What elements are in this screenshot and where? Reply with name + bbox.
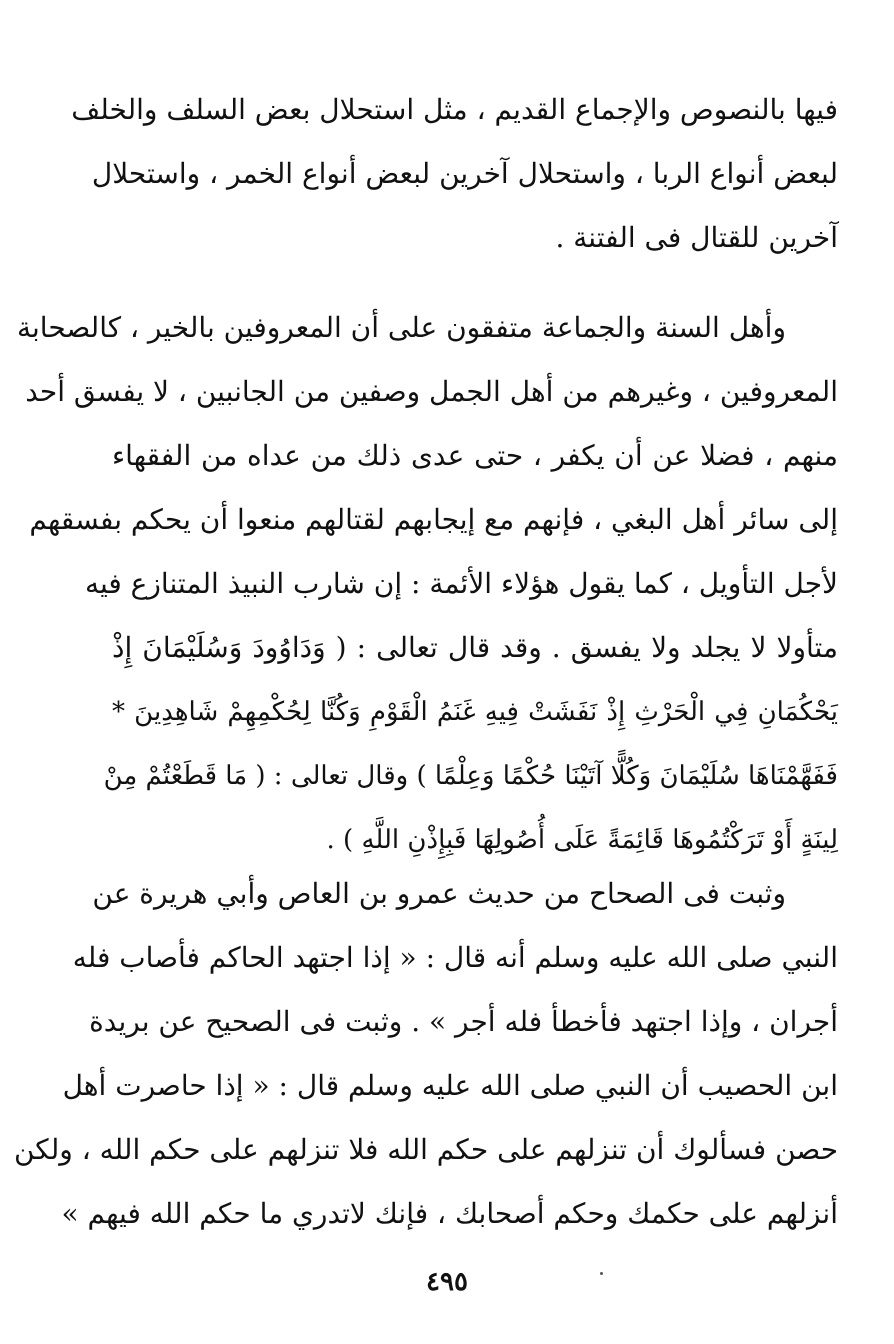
text-line: متأولا لا يجلد ولا يفسق . وقد قال تعالى : ( وَدَاوُودَ وَسُلَيْمَانَ إِذْ <box>112 631 838 664</box>
text-line: لبعض أنواع الربا ، واستحلال آخرين لبعض أنواع الخمر ، واستحلال <box>91 157 838 190</box>
text-line: إلى سائر أهل البغي ، فإنهم مع إيجابهم لقتالهم منعوا أن يحكم بفسقهم <box>29 503 838 536</box>
scan-speck <box>600 1272 603 1275</box>
text-line: حصن فسألوك أن تنزلهم على حكم الله فلا تنزلهم على حكم الله ، ولكن <box>13 1133 838 1166</box>
paragraph-3 <box>13 862 838 1246</box>
text-line: آخرين للقتال فى الفتنة . <box>555 221 838 254</box>
quran-verse-line: لِينَةٍ أَوْ تَرَكْتُمُوهَا قَائِمَةً عَلَى أُصُولِهَا فَبِإِذْنِ اللَّهِ ) . <box>326 825 838 855</box>
text-line: ابن الحصيب أن النبي صلى الله عليه وسلم قال : « إذا حاصرت أهل <box>62 1069 838 1102</box>
paragraph-2 <box>16 296 838 872</box>
quran-verse-line: فَفَهَّمْنَاهَا سُلَيْمَانَ وَكُلًّا آتَيْنَا حُكْمًا وَعِلْمًا ) وقال تعالى : ( مَا قَطَعْتُمْ مِنْ <box>103 761 838 791</box>
text-line: فيها بالنصوص والإجماع القديم ، مثل استحلال بعض السلف والخلف <box>71 93 838 126</box>
text-line: أنزلهم على حكمك وحكم أصحابك ، فإنك لاتدري ما حكم الله فيهم » <box>61 1197 838 1230</box>
page-number: ٤٩٥ <box>426 1267 468 1297</box>
quran-verse-line: يَحْكُمَانِ فِي الْحَرْثِ إِذْ نَفَشَتْ فِيهِ غَنَمُ الْقَوْمِ وَكُنَّا لِحُكْمِهِمْ شَاهِدِينَ * <box>112 697 838 727</box>
text-line: منهم ، فضلا عن أن يكفر ، حتى عدى ذلك من عداه من الفقهاء <box>112 439 838 472</box>
text-line: وثبت فى الصحاح من حديث عمرو بن العاص وأبي هريرة عن <box>92 877 786 910</box>
text-line: المعروفين ، وغيرهم من أهل الجمل وصفين من الجانبين ، لا يفسق أحد <box>25 375 838 408</box>
text-line: النبي صلى الله عليه وسلم أنه قال : « إذا اجتهد الحاكم فأصاب فله <box>72 941 838 974</box>
paragraph-1 <box>71 78 838 270</box>
text-line: وأهل السنة والجماعة متفقون على أن المعروفين بالخير ، كالصحابة <box>16 311 786 344</box>
text-line: أجران ، وإذا اجتهد فأخطأ فله أجر » . وثبت فى الصحيح عن بريدة <box>89 1005 838 1038</box>
text-line: لأجل التأويل ، كما يقول هؤلاء الأئمة : إن شارب النبيذ المتنازع فيه <box>84 567 838 600</box>
